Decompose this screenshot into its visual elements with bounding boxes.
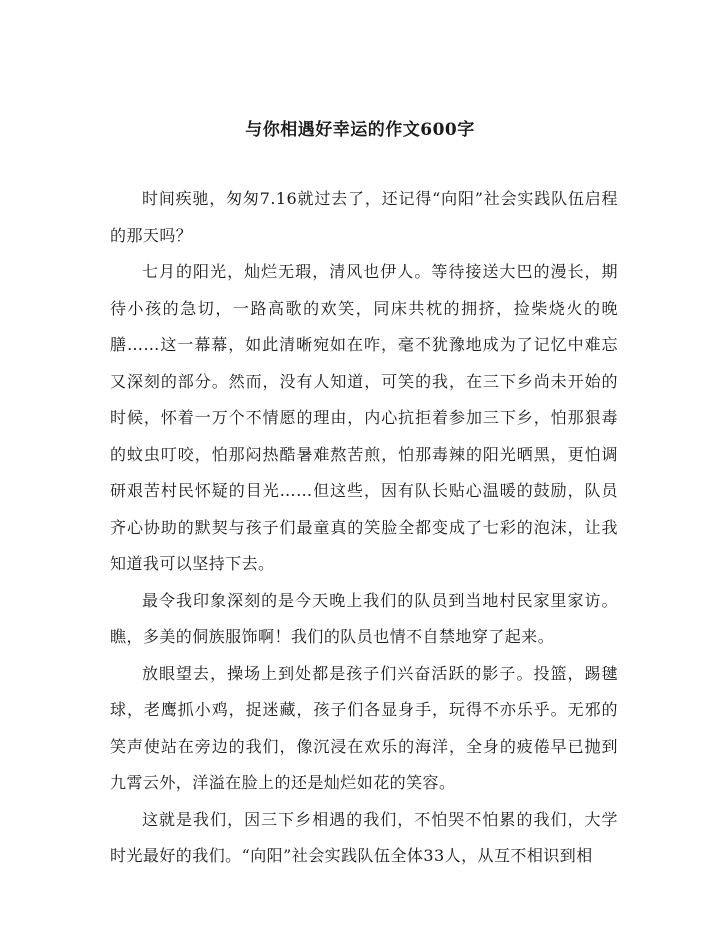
document-body [110, 181, 618, 875]
paragraph-2: 七月的阳光，灿烂无瑕，清风也伊人。等待接送大巴的漫长，期待小孩的急切，一路高歌的欢笑，同床共枕的拥挤，捡柴烧火的晚膳……这一幕幕，如此清晰宛如在咋，毫不犹豫地成为了记忆中难忘又深刻的部分。然而，没有人知道，可笑的我，在三下乡尚未开始的时候，怀着一万个不情愿的理由，内心抗拒着参加三下乡，怕那狠毒的蚊虫叮咬，怕那闷热酷暑难熬苦煎，怕那毒辣的阳光晒黑，更怕调研艰苦村民怀疑的目光……但这些，因有队长贴心温暖的鼓励，队员齐心协助的默契与孩子们最童真的笑脸全都变成了七彩的泡沫，让我知道我可以坚持下去。 [110, 262, 618, 573]
paragraph-3: 最令我印象深刻的是今天晚上我们的队员到当地村民家里家访。瞧，多美的侗族服饰啊！我们的队员也情不自禁地穿了起来。 [110, 590, 618, 646]
document-title: 与你相遇好幸运的作文600字 [245, 120, 475, 140]
paragraph-1: 时间疾驰，匆匆7.16就过去了，还记得“向阳”社会实践队伍启程的那天吗？ [110, 189, 618, 245]
paragraph-4: 放眼望去，操场上到处都是孩子们兴奋活跃的影子。投篮，踢毽球，老鹰抓小鸡，捉迷藏，孩子们各显身手，玩得不亦乐乎。无邪的笑声使站在旁边的我们，像沉浸在欢乐的海洋，全身的疲倦早已抛到九霄云外，洋溢在脸上的还是灿烂如花的笑容。 [110, 663, 618, 792]
paragraph-5: 这就是我们，因三下乡相遇的我们，不怕哭不怕累的我们，大学时光最好的我们。“向阳”社会实践队伍全体33人，从互不相识到相 [110, 809, 618, 865]
